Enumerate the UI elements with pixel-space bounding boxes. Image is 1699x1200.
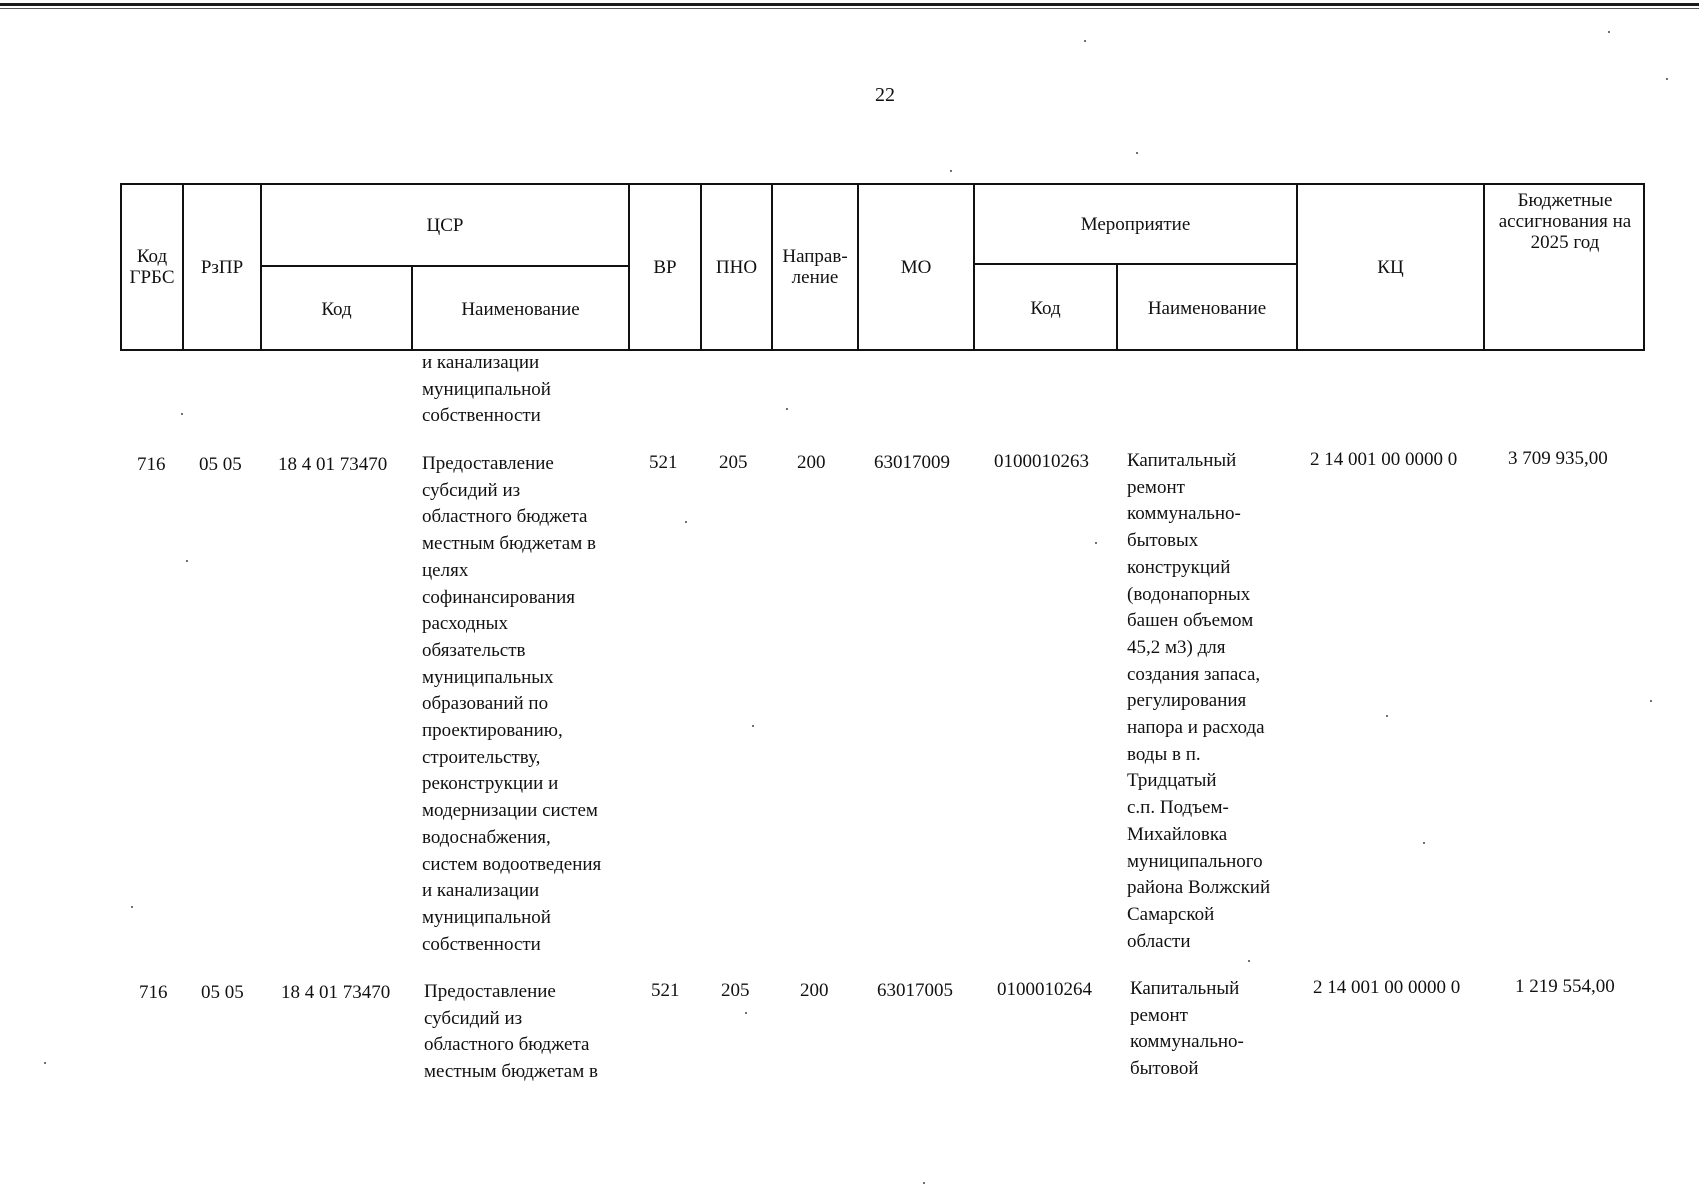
header-napravlenie: Направ- ление — [782, 246, 848, 288]
cell-vr: 521 — [649, 452, 678, 473]
header-mo: МО — [900, 256, 932, 278]
cell-csr-kod: 18 4 01 73470 — [278, 454, 388, 475]
top-border-rule-thin — [0, 8, 1699, 9]
cell-napravlenie: 200 — [800, 980, 829, 1001]
header-pno: ПНО — [715, 256, 758, 278]
cell-csr-kod: 18 4 01 73470 — [281, 982, 391, 1003]
header-csr-name: Наименование — [461, 298, 580, 320]
cell-mer-kod: 0100010263 — [994, 451, 1089, 472]
cell-budget: 3 709 935,00 — [1508, 448, 1608, 469]
cell-kc: 2 14 001 00 0000 0 — [1310, 449, 1458, 470]
header-kc: КЦ — [1377, 256, 1404, 278]
header-vr: ВР — [653, 256, 677, 278]
header-mer-kod: Код — [1030, 297, 1061, 319]
header-budget: Бюджетные ассигнования на 2025 год — [1498, 190, 1632, 253]
top-border-rule — [0, 3, 1699, 6]
cell-csr-name: Предоставление субсидий из областного бюджета местным бюджетам в целях софинансирования расходных обязательств муниципальных образований по проектированию, строительству, реконструкции и модернизации систем водоснабжения, систем водоотведения и канализации муниципальной собственности — [422, 453, 602, 955]
header-csr-kod: Код — [321, 298, 352, 320]
cell-pno: 205 — [721, 980, 750, 1001]
cell-csr-name: Предоставление субсидий из областного бюджета местным бюджетам в — [424, 981, 598, 1083]
cell-budget: 1 219 554,00 — [1515, 976, 1615, 997]
cell-kc: 2 14 001 00 0000 0 — [1313, 977, 1461, 998]
cell-mer-name: Капитальный ремонт коммунально- бытовой — [1130, 978, 1244, 1080]
cell-kod-grbs: 716 — [137, 454, 166, 475]
header-rzpr: РзПР — [200, 256, 244, 278]
cell-rzpr: 05 05 — [201, 982, 244, 1003]
cell-rzpr: 05 05 — [199, 454, 242, 475]
cell-mer-kod: 0100010264 — [997, 979, 1092, 1000]
header-csr: ЦСР — [426, 214, 464, 236]
cell-napravlenie: 200 — [797, 452, 826, 473]
page-number: 22 — [875, 84, 895, 106]
cell-mer-name: Капитальный ремонт коммунально- бытовых конструкций (водонапорных башен объемом 45,2 м3) для создания запаса, регулирования напора и расхода воды в п. Тридцатый с.п. Подъем- Михайловка муниципального района Волжский Самарской области — [1127, 450, 1271, 952]
header-kod-grbs: Код ГРБС — [129, 246, 175, 288]
header-mer-name: Наименование — [1147, 297, 1267, 319]
cell-mo: 63017005 — [877, 980, 953, 1001]
header-meropriyatie: Мероприятие — [1080, 213, 1191, 235]
cell-vr: 521 — [651, 980, 680, 1001]
continuation-text: и канализации муниципальной собственности — [422, 352, 551, 427]
cell-mo: 63017009 — [874, 452, 950, 473]
cell-kod-grbs: 716 — [139, 982, 168, 1003]
cell-pno: 205 — [719, 452, 748, 473]
